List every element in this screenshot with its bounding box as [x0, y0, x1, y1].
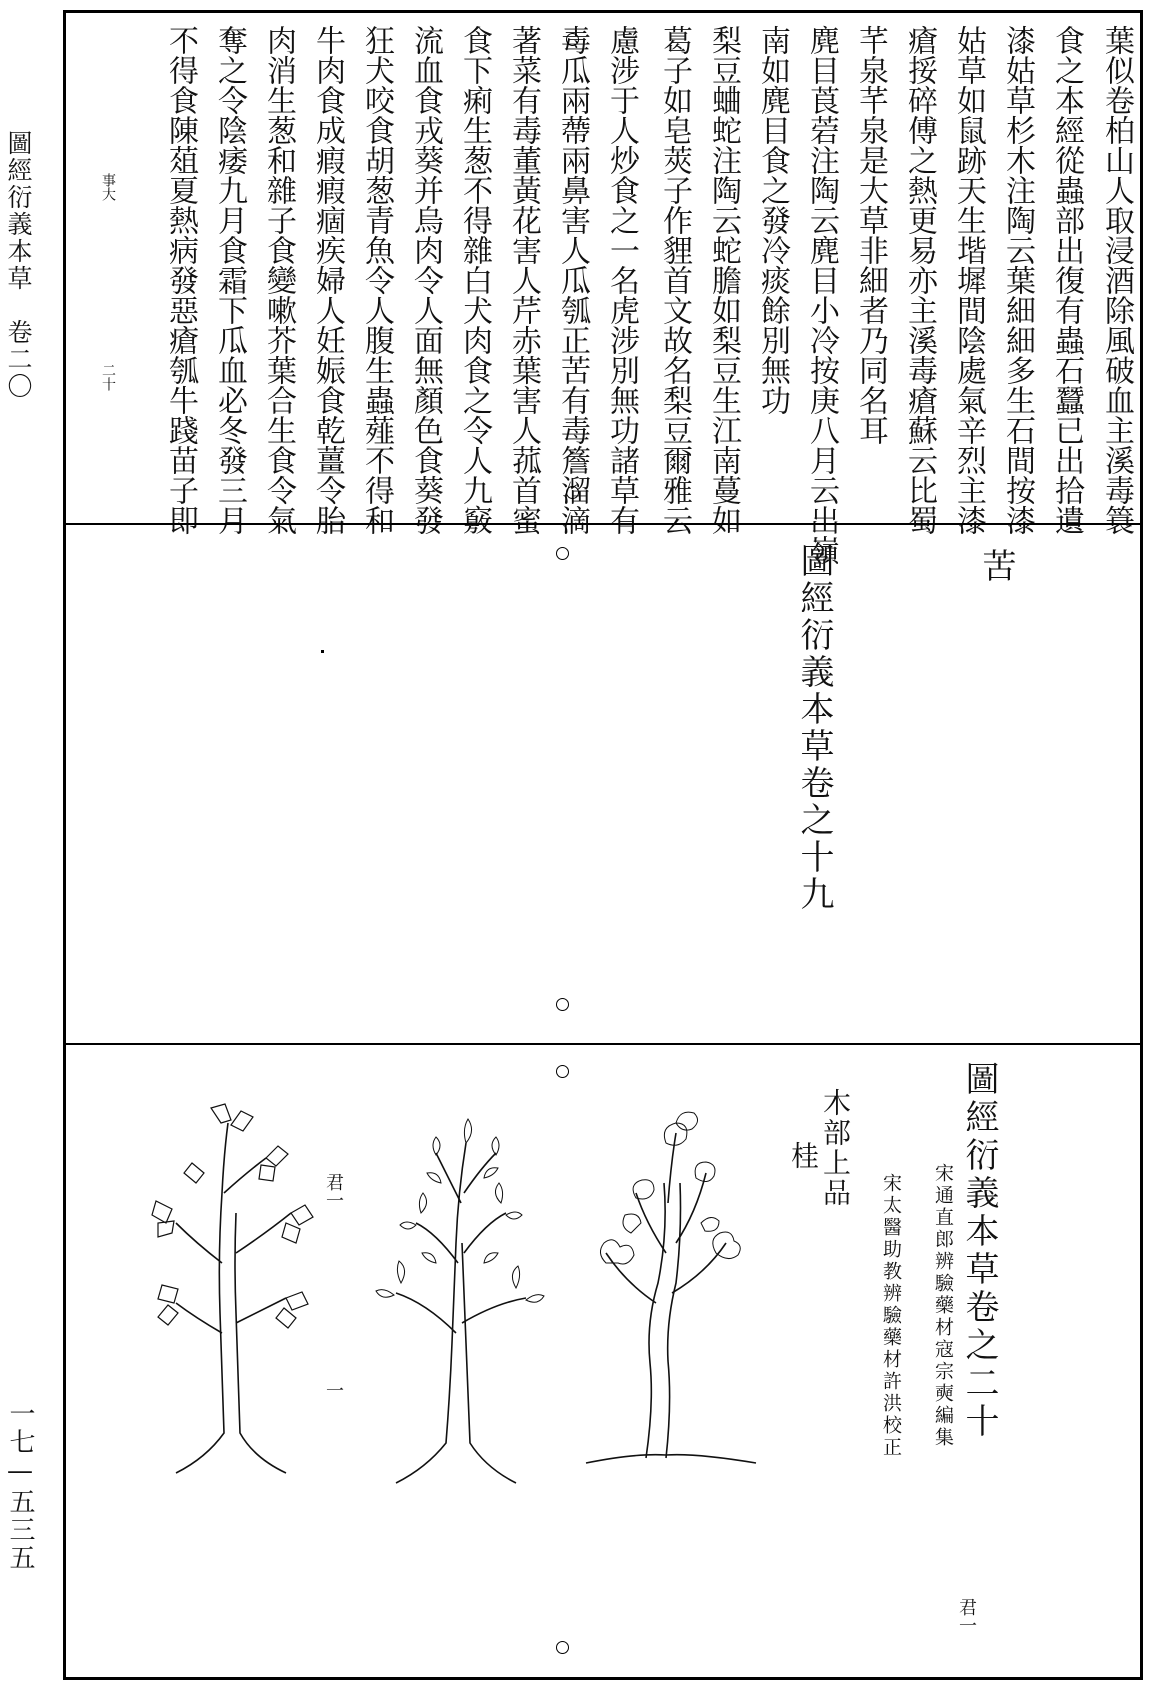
- tree-illustration-middle: [366, 1113, 556, 1493]
- fold-mark: [556, 1065, 569, 1078]
- text-column: 流血食戎葵并烏肉令人面無顏色食葵發: [408, 25, 443, 535]
- text-column: 著菜有毒董黃花害人芹赤葉害人菰首蜜: [506, 25, 541, 535]
- stroke-mark: 一: [323, 1381, 344, 1399]
- text-column: 肉消生葱和雜子食變嗽芥葉合生食令氣: [261, 25, 296, 535]
- text-column: 葛子如皂莢子作貍首文故名梨豆爾雅云: [657, 25, 692, 535]
- text-column: 葉似卷柏山人取浸酒除風破血主溪毒簑: [1099, 25, 1134, 535]
- text-column: 食之本經從蟲部出復有蟲石蠶已出拾遺: [1049, 25, 1084, 535]
- text-column: 狂犬咬食胡葱青魚令人腹生蟲薤不得和: [359, 25, 394, 535]
- text-column: 麂目莨菪注陶云麂目小冷按庚八月云出嶺: [804, 25, 839, 565]
- text-column: 奪之令陰痿九月食霜下瓜血必冬發三月: [212, 25, 247, 535]
- tree-illustration-right: [576, 1103, 766, 1483]
- entry-name: 桂: [787, 1141, 820, 1171]
- proofreader-credit: 宋太醫助教辨驗藥材許洪校正: [880, 1173, 902, 1459]
- text-column: 慮涉于人炒食之一名虎涉別無功諸草有: [604, 25, 639, 535]
- text-column: 牛肉食成瘕瘕痼疾婦人妊娠食乾薑令胎: [310, 25, 345, 535]
- text-column: 食下痢生葱不得雜白犬肉食之令人九竅: [457, 25, 492, 535]
- category-heading: 木部上品: [819, 1088, 852, 1208]
- volume-label: 卷二〇: [4, 319, 33, 400]
- text-column: 南如麂目食之發冷痰餘別無功: [755, 25, 790, 415]
- text-column: 不得食陳葅夏熱病發惡瘡瓠牛踐苗子即: [163, 25, 198, 535]
- compiler-credit: 宋通直郎辨驗藥材寇宗奭編集: [932, 1163, 954, 1449]
- book-title-margin: [4, 130, 32, 400]
- fold-mark: [566, 486, 579, 499]
- rank-marker: 君一: [956, 1598, 977, 1634]
- rank-marker: 君一: [323, 1173, 344, 1209]
- fold-mark: [566, 33, 579, 46]
- text-column: 毒瓜兩蔕兩鼻害人瓜瓠正苦有毒簷溜滴: [555, 25, 590, 535]
- entry-heading: 苦: [976, 548, 1016, 584]
- text-column: 漆姑草杉木注陶云葉細細多生石間按漆: [1000, 25, 1035, 535]
- page-number: 一七—五三五: [5, 1400, 35, 1572]
- page-frame: [63, 10, 1143, 1680]
- leaf-label-small: 事大: [100, 173, 116, 201]
- volume-title: 圖經衍義本草卷之二十: [959, 1061, 999, 1441]
- fold-mark: [556, 547, 569, 560]
- fold-mark: [556, 1641, 569, 1654]
- section-divider: [66, 523, 1140, 525]
- fold-mark: [556, 998, 569, 1011]
- text-column: 姑草如鼠跡天生堦墀間陰處氣辛烈主漆: [951, 25, 986, 535]
- tree-illustration-left: [136, 1103, 326, 1483]
- volume-end-title: 圖經衍義本草卷之十九: [794, 543, 834, 913]
- leaf-label: 二十: [100, 363, 116, 391]
- text-column: 芊泉芊泉是大草非細者乃同名耳: [853, 25, 888, 445]
- section-divider: [66, 1043, 1140, 1045]
- text-column: 瘡挼碎傅之熱更易亦主溪毒瘡蘇云比蜀: [902, 25, 937, 535]
- text-column: 梨豆蛐蛇注陶云蛇膽如梨豆生江南蔓如: [706, 25, 741, 535]
- ink-dot: [321, 650, 324, 653]
- book-title: 圖經衍義本草: [4, 130, 33, 292]
